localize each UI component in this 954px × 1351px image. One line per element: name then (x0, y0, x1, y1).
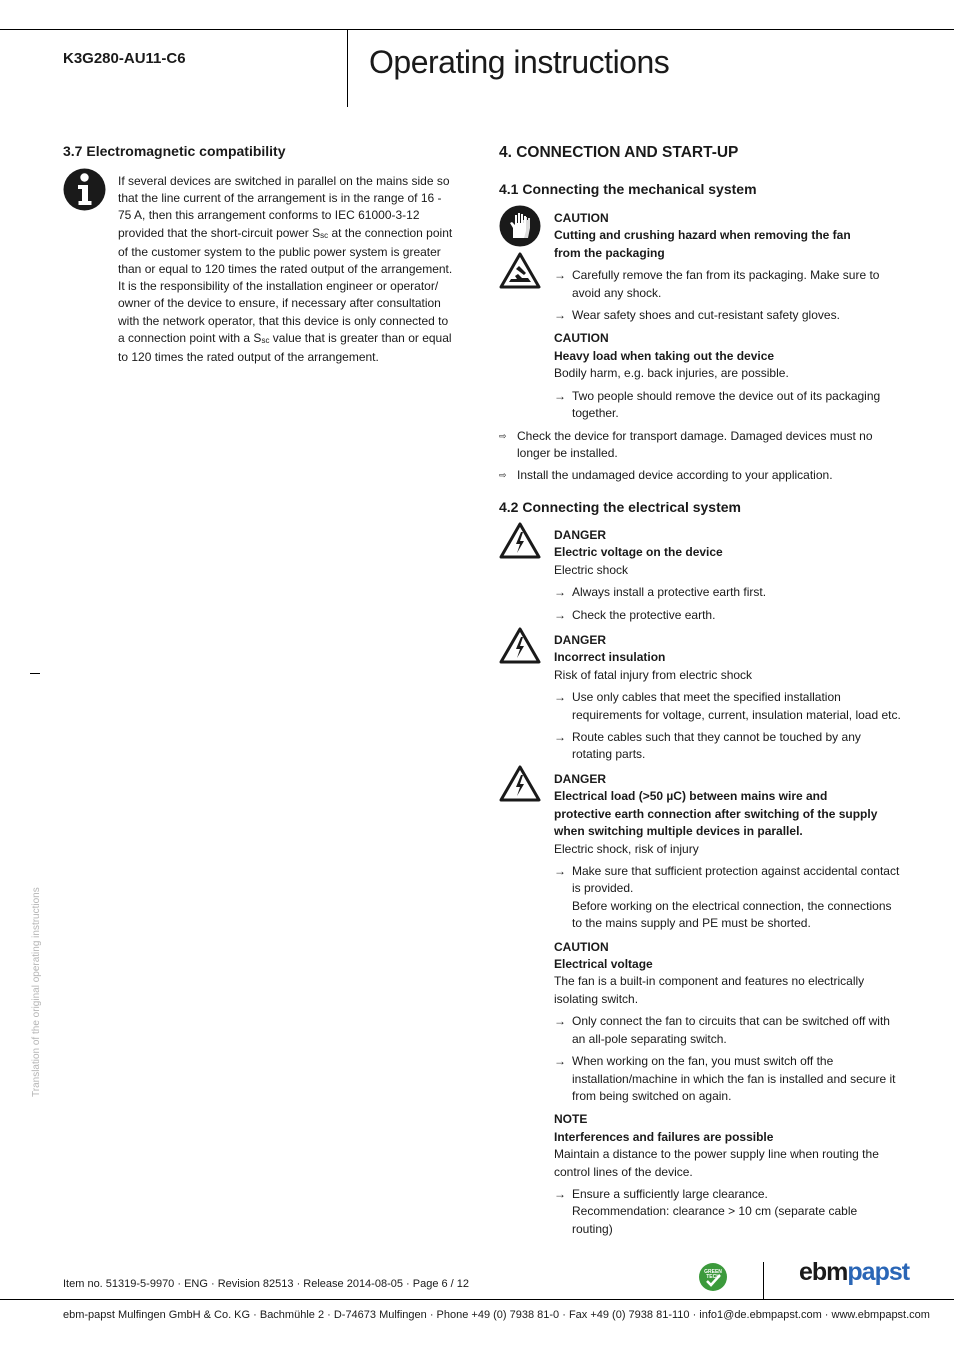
caution-title: Cutting and crushing hazard when removing the fan from the packaging (554, 228, 851, 260)
emc-text (118, 173, 458, 366)
danger-block-insulation (554, 632, 904, 764)
header-top-rule (0, 29, 954, 30)
instruction-item: → Carefully remove the fan from its packaging. Make sure to avoid any shock. (554, 268, 880, 300)
footer-logo-divider (763, 1262, 764, 1300)
page-title: Operating instructions (369, 44, 670, 80)
danger-description: Risk of fatal injury from electric shock (554, 667, 753, 682)
danger-title: Incorrect insulation (554, 650, 666, 665)
note-label: NOTE (554, 1112, 588, 1127)
danger-label: DANGER (554, 528, 607, 542)
danger-label: DANGER (554, 633, 607, 647)
section-heading-mechanical: 4.1 Connecting the mechanical system (499, 181, 757, 197)
electric-warning-icon (499, 627, 541, 669)
section-heading-electrical: 4.2 Connecting the electrical system (499, 499, 741, 515)
company-contact-line: ebm-papst Mulfingen GmbH & Co. KG · Bachmühle 2 · D-74673 Mulfingen · Phone +49 (0) 7938 81-0 · Fax +49 (0) 7938 81-110 · info1@de.ebmpapst.com · www.ebmpapst.com (63, 1309, 930, 1321)
green-tech-bottom-text: TECH (706, 1274, 720, 1280)
caution-description: The fan is a built-in component and features no electrically isolating switch. (554, 974, 865, 1006)
caution-title: Heavy load when taking out the device (554, 348, 775, 363)
electric-warning-icon (499, 522, 541, 564)
instruction-item: → Check the protective earth. (554, 607, 716, 622)
ebmpapst-logo: ebmpapst (799, 1258, 910, 1286)
caution-label: CAUTION (554, 939, 609, 954)
info-icon (63, 168, 106, 211)
header-divider (347, 30, 348, 107)
instruction-item: → Always install a protective earth first. (554, 585, 767, 600)
bullet-item: ⇨ Install the undamaged device according to your application. (499, 468, 833, 482)
green-tech-top-text: GREEN (704, 1269, 722, 1275)
instruction-item: → Route cables such that they cannot be touched by any rotating parts. (554, 730, 861, 762)
emc-paragraph-1: If several devices are switched in parallel on the mains side so that the line current of the arrangement is in the range of 16 - 75 A, then this arrangement conforms to IEC 61000-3-12 provided that the short-circuit power $S_{sc}$ at the connection point of the customer system to the public power system is greater than or equal to 120 times the rated output of the arrangement. (118, 174, 453, 277)
section-heading-connection: 4. CONNECTION AND START-UP (499, 144, 739, 161)
instruction-item: → Make sure that sufficient protection against accidental contact is provided. Before working on the electrical connection, the connections to the mains supply and PE must be shorted. (554, 864, 900, 931)
hand-crush-warning-icon (499, 252, 541, 289)
fold-mark (30, 673, 40, 674)
danger-description: Electric shock, risk of injury (554, 841, 699, 856)
danger-description: Electric shock (554, 562, 629, 577)
gloves-icon (499, 205, 541, 247)
caution-block-cutting (554, 210, 904, 422)
green-tech-badge (698, 1262, 728, 1292)
translation-note: Translation of the original operating instructions (31, 887, 42, 1097)
instruction-item: → When working on the fan, you must switch off the installation/machine in which the fan is installed and secure it from being switched on again. (554, 1054, 896, 1103)
emc-paragraph-2: It is the responsibility of the installation engineer or operator/ owner of the device to ensure, if necessary after consultation with the network operator, that this device is only connected to a connection point with a $S_{sc}$ value that is greater than or equal to 120 times the rated output of the arrangement. (118, 279, 452, 365)
danger-title: Electric voltage on the device (554, 545, 723, 560)
model-number: K3G280-AU11-C6 (63, 50, 186, 67)
item-number-line: Item no. 51319-5-9970 · ENG · Revision 82513 · Release 2014-08-05 · Page 6 / 12 (63, 1278, 470, 1290)
instruction-item: → Wear safety shoes and cut-resistant safety gloves. (554, 308, 840, 323)
danger-label: DANGER (554, 772, 607, 786)
footer-rule (0, 1299, 954, 1300)
instruction-item: → Use only cables that meet the specified installation requirements for voltage, current, insulation material, load etc. (554, 690, 901, 722)
electric-warning-icon (499, 765, 541, 807)
note-title: Interferences and failures are possible (554, 1129, 774, 1144)
caution-label: CAUTION (554, 331, 609, 346)
note-description: Maintain a distance to the power supply line when routing the control lines of the device. (554, 1147, 879, 1179)
caution-title: Electrical voltage (554, 957, 653, 972)
caution-description: Bodily harm, e.g. back injuries, are possible. (554, 366, 789, 381)
danger-title: Electrical load (>50 µC) between mains wire and protective earth connection after switching of the supply when switching multiple devices in parallel. (554, 789, 878, 839)
instruction-item: → Ensure a sufficiently large clearance. Recommendation: clearance > 10 cm (separate cable routing) (554, 1186, 858, 1236)
caution-label: CAUTION (554, 211, 609, 225)
bullet-item: ⇨ Check the device for transport damage. Damaged devices must no longer be installed. (499, 429, 873, 461)
danger-block-electrical-load (554, 771, 904, 1238)
danger-block-voltage (554, 527, 904, 624)
instruction-item: → Only connect the fan to circuits that can be switched off with an all-pole separating switch. (554, 1014, 890, 1046)
instruction-item: → Two people should remove the device out of its packaging together. (554, 388, 881, 421)
section-heading-emc: 3.7 Electromagnetic compatibility (63, 143, 286, 159)
